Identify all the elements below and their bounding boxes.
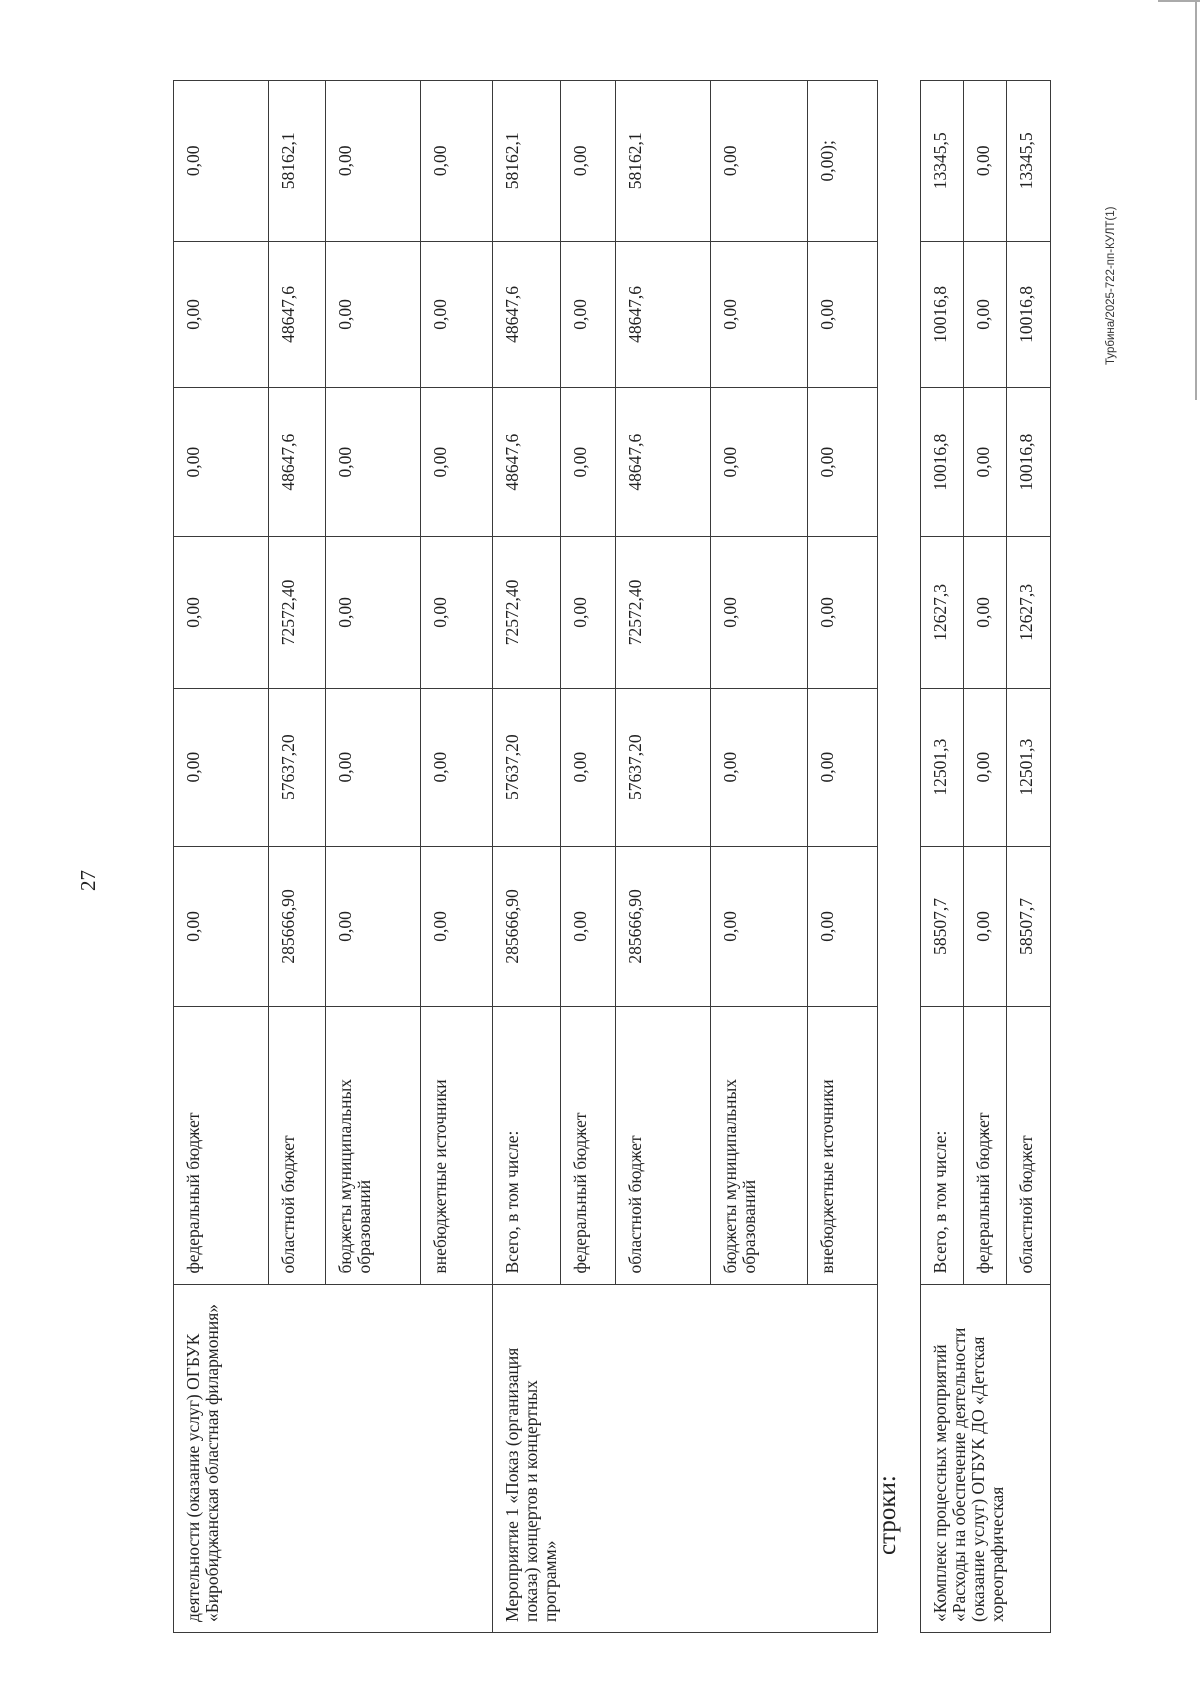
row-label: деятельности (оказание услуг) ОГБУК «Биробиджанская областная филармония» [174,1284,493,1632]
value-cell: 13345,5 [1007,81,1051,242]
value-cell: 0,00 [561,688,616,846]
value-cell: 58507,7 [1007,846,1051,1006]
value-cell: 0,00 [421,241,493,388]
value-cell: 57637,20 [616,688,711,846]
value-cell: 0,00 [561,846,616,1006]
value-cell: 0,00 [711,81,808,242]
value-cell: 0,00 [808,388,878,537]
value-cell: 0,00 [326,388,421,537]
value-cell: 0,00 [174,81,269,242]
value-cell: 0,00 [326,537,421,688]
funding-source: областной бюджет [616,1007,711,1284]
budget-table-bottom [920,80,1051,1633]
value-cell: 58162,1 [269,81,326,242]
value-cell: 0,00 [808,537,878,688]
value-cell: 285666,90 [493,846,561,1006]
value-cell: 0,00 [326,846,421,1006]
value-cell: 0,00 [174,846,269,1006]
value-cell: 0,00 [421,81,493,242]
value-cell: 0,00 [808,846,878,1006]
value-cell: 0,00 [174,688,269,846]
value-cell: 0,00 [808,688,878,846]
value-cell: 0,00 [421,688,493,846]
funding-source: федеральный бюджет [561,1007,616,1284]
value-cell: 0,00 [326,81,421,242]
value-cell: 48647,6 [493,388,561,537]
funding-source: внебюджетные источники [421,1007,493,1284]
row-label: Мероприятие 1 «Показ (организация показа) концертов и концертных программ» [493,1284,878,1632]
value-cell: 48647,6 [269,241,326,388]
value-cell: 57637,20 [493,688,561,846]
funding-source: Всего, в том числе: [921,1007,964,1284]
value-cell: 57637,20 [269,688,326,846]
value-cell: 12627,3 [1007,537,1051,688]
value-cell: 10016,8 [921,241,964,388]
section-caption: строки: [874,1475,901,1555]
value-cell: 48647,6 [616,241,711,388]
funding-source: Всего, в том числе: [493,1007,561,1284]
value-cell: 0,00 [561,537,616,688]
value-cell: 48647,6 [616,388,711,537]
budget-table-top [173,80,878,1633]
value-cell: 0,00 [964,846,1007,1006]
value-cell: 58507,7 [921,846,964,1006]
value-cell: 0,00 [964,81,1007,242]
value-cell: 72572,40 [616,537,711,688]
value-cell: 0,00 [174,537,269,688]
value-cell: 0,00 [174,388,269,537]
value-cell: 0,00 [711,241,808,388]
value-cell: 10016,8 [921,388,964,537]
value-cell: 0,00 [964,241,1007,388]
table-row [174,81,269,1633]
value-cell: 12501,3 [1007,688,1051,846]
funding-source: бюджеты муниципальных образований [711,1007,808,1284]
table-row [493,81,561,1633]
document-footer: Турбина/2025-722-пп-КУЛТ(1) [1105,206,1117,365]
value-cell: 58162,1 [493,81,561,242]
value-cell: 0,00 [561,81,616,242]
value-cell: 0,00); [808,81,878,242]
value-cell: 0,00 [808,241,878,388]
value-cell: 0,00 [174,241,269,388]
value-cell: 0,00 [711,846,808,1006]
value-cell: 0,00 [711,537,808,688]
value-cell: 0,00 [964,688,1007,846]
value-cell: 72572,40 [269,537,326,688]
funding-source: внебюджетные источники [808,1007,878,1284]
value-cell: 0,00 [326,241,421,388]
page-number: 27 [76,870,100,891]
value-cell: 48647,6 [493,241,561,388]
funding-source: бюджеты муниципальных образований [326,1007,421,1284]
value-cell: 10016,8 [1007,388,1051,537]
value-cell: 0,00 [561,388,616,537]
value-cell: 48647,6 [269,388,326,537]
table-row [921,81,964,1633]
funding-source: федеральный бюджет [964,1007,1007,1284]
value-cell: 0,00 [711,388,808,537]
value-cell: 0,00 [421,537,493,688]
row-label: «Комплекс процессных мероприятий «Расходы на обеспечение деятельности (оказание услуг) ОГБУК ДО «Детская хореографическая [921,1284,1051,1632]
value-cell: 0,00 [964,388,1007,537]
value-cell: 285666,90 [269,846,326,1006]
value-cell: 72572,40 [493,537,561,688]
value-cell: 0,00 [326,688,421,846]
value-cell: 10016,8 [1007,241,1051,388]
value-cell: 12501,3 [921,688,964,846]
funding-source: областной бюджет [269,1007,326,1284]
value-cell: 0,00 [711,688,808,846]
funding-source: федеральный бюджет [174,1007,269,1284]
value-cell: 12627,3 [921,537,964,688]
value-cell: 13345,5 [921,81,964,242]
value-cell: 0,00 [964,537,1007,688]
value-cell: 285666,90 [616,846,711,1006]
funding-source: областной бюджет [1007,1007,1051,1284]
value-cell: 0,00 [561,241,616,388]
value-cell: 0,00 [421,388,493,537]
value-cell: 58162,1 [616,81,711,242]
value-cell: 0,00 [421,846,493,1006]
